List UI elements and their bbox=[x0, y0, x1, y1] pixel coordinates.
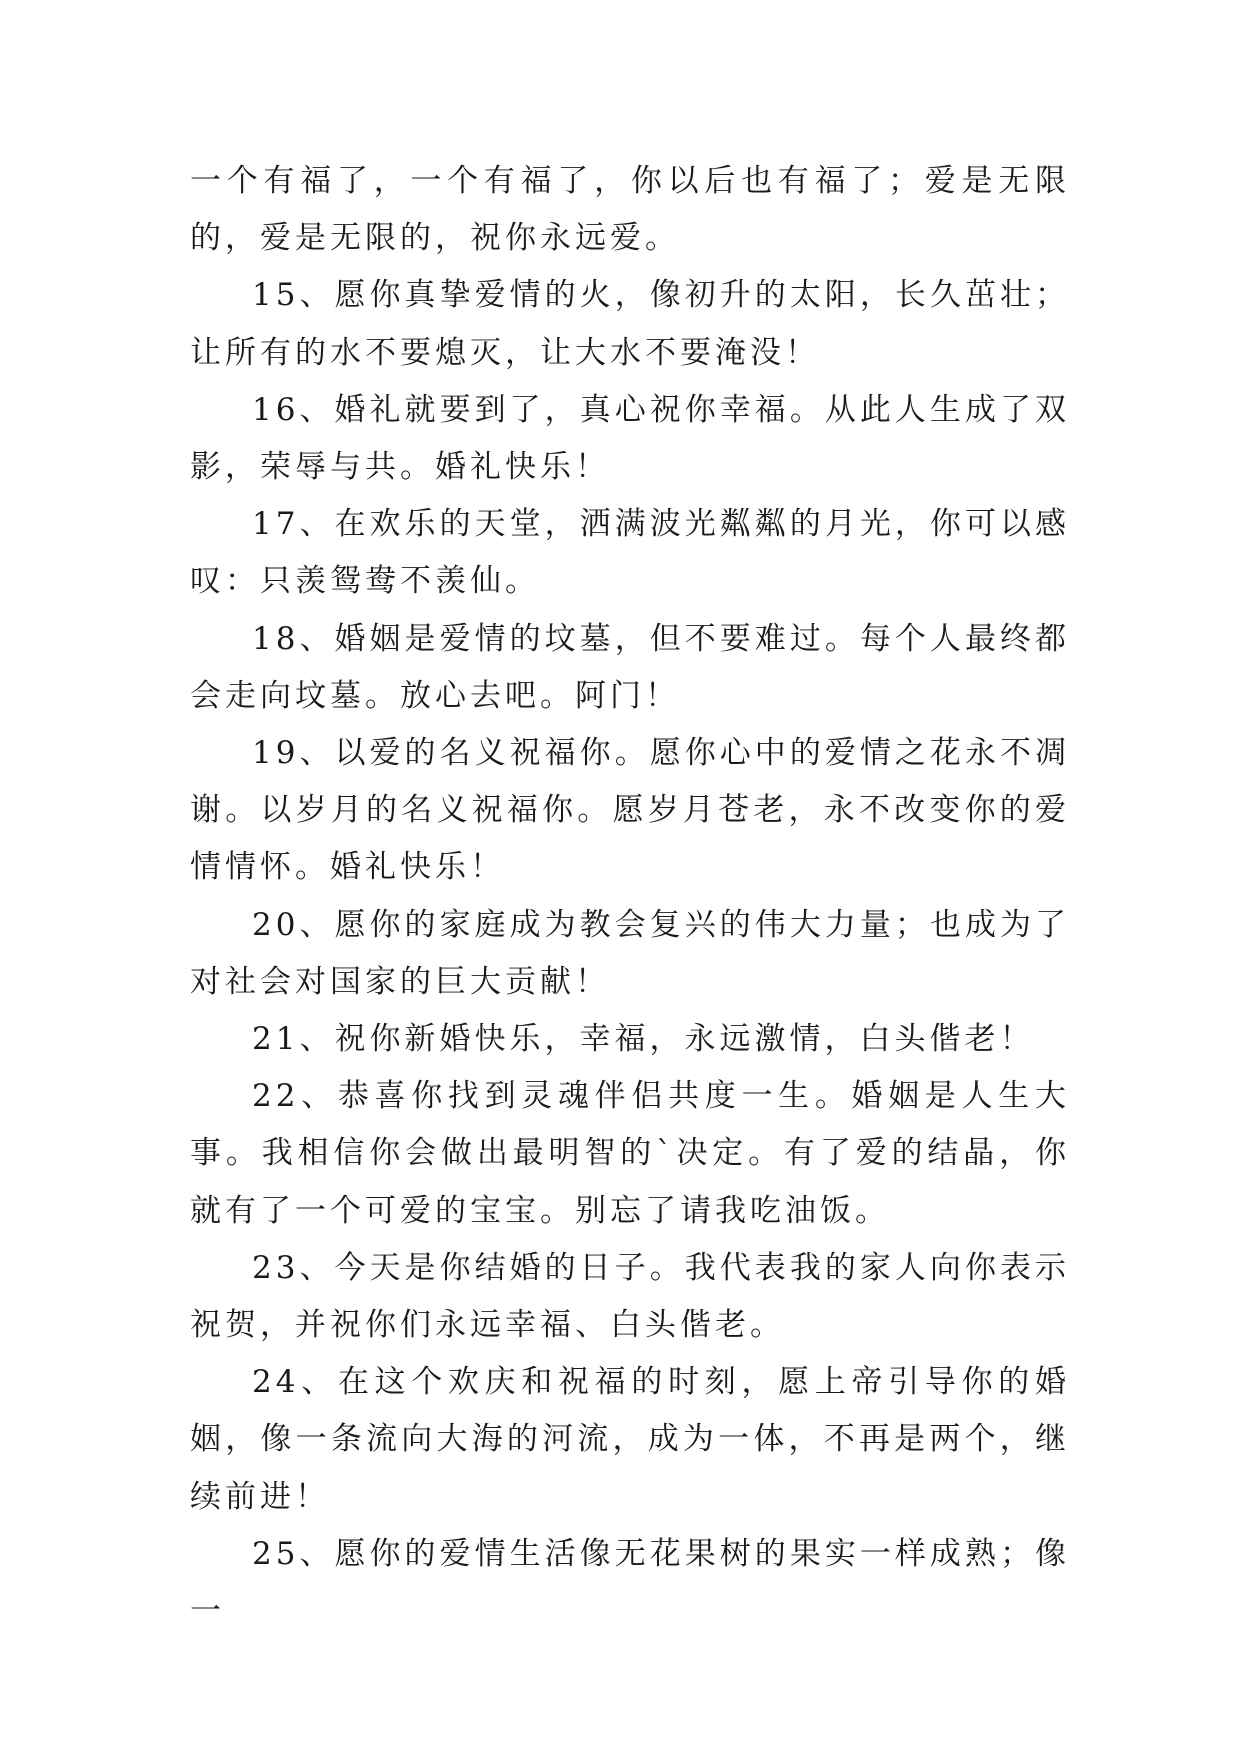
paragraph-18: 18、婚姻是爱情的坟墓，但不要难过。每个人最终都会走向坟墓。放心去吧。阿门！ bbox=[190, 620, 1070, 714]
paragraph-17: 17、在欢乐的天堂，洒满波光粼粼的月光，你可以感叹：只羡鸳鸯不羡仙。 bbox=[190, 506, 1070, 600]
paragraph-continued: 一个有福了，一个有福了，你以后也有福了；爱是无限的，爱是无限的，祝你永远爱。 bbox=[190, 163, 1070, 257]
paragraph-21: 21、祝你新婚快乐，幸福，永远激情，白头偕老！ bbox=[252, 1021, 1035, 1058]
document-body bbox=[190, 153, 1070, 1640]
paragraph-23: 23、今天是你结婚的日子。我代表我的家人向你表示祝贺，并祝你们永远幸福、白头偕老。 bbox=[190, 1249, 1070, 1344]
paragraph-15: 15、愿你真挚爱情的火，像初升的太阳，长久茁壮；让所有的水不要熄灭，让大水不要淹没！ bbox=[190, 277, 1070, 371]
paragraph-24: 24、在这个欢庆和祝福的时刻，愿上帝引导你的婚姻，像一条流向大海的河流，成为一体，不再是两个，继续前进！ bbox=[190, 1364, 1070, 1515]
paragraph-20: 20、愿你的家庭成为教会复兴的伟大力量；也成为了对社会对国家的巨大贡献！ bbox=[190, 906, 1070, 1000]
paragraph-22: 22、恭喜你找到灵魂伴侣共度一生。婚姻是人生大事。我相信你会做出最明智的`决定。有了爱的结晶，你就有了一个可爱的宝宝。别忘了请我吃油饭。 bbox=[190, 1078, 1070, 1229]
paragraph-25: 25、愿你的爱情生活像无花果树的果实一样成熟；像一 bbox=[190, 1535, 1070, 1630]
paragraph-19: 19、以爱的名义祝福你。愿你心中的爱情之花永不凋谢。以岁月的名义祝福你。愿岁月苍老，永不改变你的爱情情怀。婚礼快乐！ bbox=[190, 735, 1070, 886]
paragraph-16: 16、婚礼就要到了，真心祝你幸福。从此人生成了双影，荣辱与共。婚礼快乐！ bbox=[190, 391, 1070, 486]
